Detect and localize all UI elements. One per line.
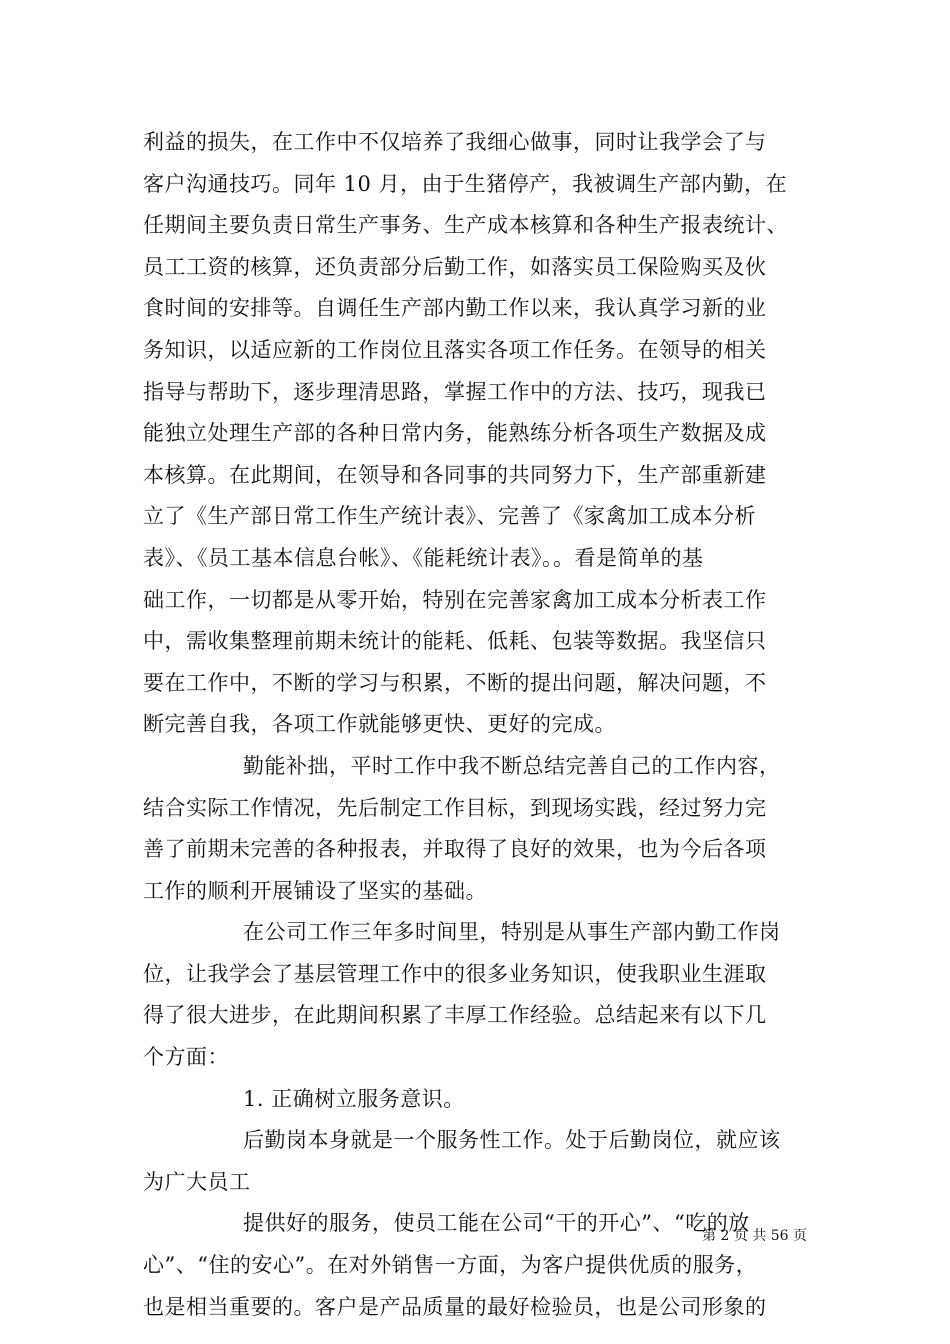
text-line: 个方面： bbox=[143, 1045, 229, 1070]
text-line: 也是相当重要的。客户是产品质量的最好检验员，也是公司形象的 bbox=[143, 1294, 767, 1319]
paragraph-first-line: 勤能补拙，平时工作中我不断总结完善自己的工作内容， bbox=[243, 753, 781, 778]
text-line: 员工工资的核算，还负责部分后勤工作，如落实员工保险购买及伙 bbox=[143, 254, 767, 279]
text-line: 心”、“住的安心”。在对外销售一方面，为客户提供优质的服务， bbox=[143, 1253, 758, 1278]
text-line: 表》、《员工基本信息台帐》、《能耗统计表》。。看是简单的基 bbox=[143, 545, 704, 570]
text-line: 本核算。在此期间，在领导和各同事的共同努力下，生产部重新建 bbox=[143, 462, 767, 487]
paragraph-first-line: 在公司工作三年多时间里，特别是从事生产部内勤工作岗 bbox=[243, 920, 781, 945]
text-line: 断完善自我，各项工作就能够更快、更好的完成。 bbox=[143, 712, 616, 737]
text-line: 结合实际工作情况，先后制定工作目标，到现场实践，经过努力完 bbox=[143, 795, 767, 820]
list-item-heading: 1. 正确树立服务意识。 bbox=[243, 1086, 465, 1111]
page-number-footer: 第 2 页 共 56 页 bbox=[702, 1228, 807, 1244]
text-line: 指导与帮助下，逐步理清思路，掌握工作中的方法、技巧，现我已 bbox=[143, 379, 767, 404]
text-line: 位，让我学会了基层管理工作中的很多业务知识，使我职业生涯取 bbox=[143, 961, 767, 986]
text-line: 础工作，一切都是从零开始，特别在完善家禽加工成本分析表工作 bbox=[143, 587, 767, 612]
body-text bbox=[143, 122, 807, 1328]
text-line: 能独立处理生产部的各种日常内务，能熟练分析各项生产数据及成 bbox=[143, 421, 767, 446]
text-line: 利益的损失，在工作中不仅培养了我细心做事，同时让我学会了与 bbox=[143, 130, 767, 154]
text-line: 工作的顺利开展铺设了坚实的基础。 bbox=[143, 878, 487, 903]
text-line: 得了很大进步，在此期间积累了丰厚工作经验。总结起来有以下几 bbox=[143, 1003, 767, 1028]
text-line: 客户沟通技巧。同年 10 月，由于生猪停产，我被调生产部内勤，在 bbox=[143, 171, 788, 196]
text-line: 要在工作中，不断的学习与积累，不断的提出问题，解决问题，不 bbox=[143, 670, 767, 695]
text-line: 食时间的安排等。自调任生产部内勤工作以来，我认真学习新的业 bbox=[143, 296, 767, 321]
paragraph-first-line: 提供好的服务，使员工能在公司“干的开心”、“吃的放 bbox=[243, 1211, 750, 1236]
text-line: 为广大员工 bbox=[143, 1169, 251, 1194]
text-line: 立了《生产部日常工作生产统计表》、完善了《家禽加工成本分析 bbox=[143, 504, 756, 529]
text-line: 任期间主要负责日常生产事务、生产成本核算和各种生产报表统计、 bbox=[143, 213, 788, 238]
text-line: 务知识，以适应新的工作岗位且落实各项工作任务。在领导的相关 bbox=[143, 337, 767, 362]
text-line: 善了前期未完善的各种报表，并取得了良好的效果，也为今后各项 bbox=[143, 837, 767, 862]
paragraph-first-line: 后勤岗本身就是一个服务性工作。处于后勤岗位，就应该 bbox=[243, 1128, 781, 1153]
text-line: 中，需收集整理前期未统计的能耗、低耗、包装等数据。我坚信只 bbox=[143, 629, 767, 654]
